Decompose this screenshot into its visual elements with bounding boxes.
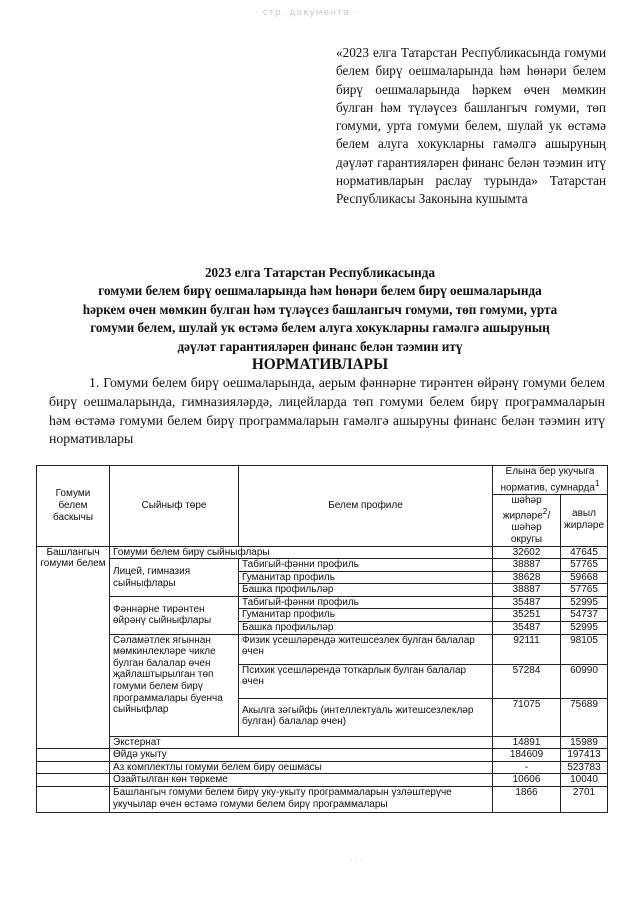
level-cell-empty bbox=[37, 761, 110, 774]
table-row bbox=[37, 634, 608, 664]
title-line: 2023 елга Татарстан Республикасында bbox=[204, 265, 436, 280]
level-cell-empty bbox=[37, 749, 110, 762]
row-label: Акылга зәгыйфь (интеллектуаль житешсезлекләр булган) балалар өчен) bbox=[239, 698, 493, 736]
value-rural: 52995 bbox=[561, 596, 608, 609]
value-city: 14891 bbox=[493, 736, 561, 749]
class-cell: Сәламәтлек ягыннан мөмкинлекләре чикле булган балалар өчен җайлаштырылган төп гомуми белем бирү программалары буенча сыйныфлар bbox=[110, 634, 239, 736]
value-rural: 523783 bbox=[561, 761, 608, 774]
title-line: гомуми белем бирү оешмаларында һәм һөнәри белем бирү оешмаларында bbox=[98, 283, 542, 299]
row-label: Гуманитар профиль bbox=[239, 571, 493, 584]
appendix-note: «2023 елга Татарстан Республикасында гомуми белем бирү оешмаларында һәм һөнәри белем бирү оешмаларында һәркем өчен мөмкин булган һәм түләүсез башлангыч гомуми, төп гомуми, урта гомуми белем, шулай ук өстәмә белем алуга хокукларны гамәлгә ашыруның дәүләт гарантияләрен финанс белән тәэмин итү нормативларын раслау турында» Татарстан Республикасы Законына кушымта bbox=[336, 45, 606, 207]
row-label: Табигый-фәнни профиль bbox=[239, 596, 493, 609]
level-cell: Башлангыч гомуми белем bbox=[37, 546, 110, 749]
table-row bbox=[37, 596, 608, 609]
value-city: 32602 bbox=[493, 546, 561, 559]
table-row bbox=[37, 787, 608, 813]
row-label: Табигый-фәнни профиль bbox=[239, 559, 493, 572]
value-rural: 75689 bbox=[561, 698, 608, 736]
value-city: 35487 bbox=[493, 622, 561, 635]
document-title bbox=[30, 264, 610, 374]
value-rural: 10040 bbox=[561, 774, 608, 787]
table-row bbox=[37, 559, 608, 572]
page-mark: · · · bbox=[350, 855, 364, 865]
value-city: 184609 bbox=[493, 749, 561, 762]
row-label: Гуманитар профиль bbox=[239, 609, 493, 622]
table-row bbox=[37, 774, 608, 787]
header-rural: авыл жирләре bbox=[561, 494, 608, 546]
value-city: 38628 bbox=[493, 571, 561, 584]
row-label: Башлангыч гомуми белем бирү уку-укыту программаларын үзләштерүче укучылар өчен өстәмә гомуми белем бирү программалары bbox=[110, 787, 493, 813]
value-city: 35251 bbox=[493, 609, 561, 622]
value-city: 57284 bbox=[493, 664, 561, 698]
class-cell: Фәннәрне тирәнтен өйрәнү сыйныфлары bbox=[110, 596, 239, 634]
value-rural: 57765 bbox=[561, 584, 608, 597]
value-city: 38887 bbox=[493, 584, 561, 597]
value-city: 71075 bbox=[493, 698, 561, 736]
value-rural: 98105 bbox=[561, 634, 608, 664]
table-row bbox=[37, 761, 608, 774]
header-stamp: · стр. документа · bbox=[255, 8, 358, 18]
table-row bbox=[37, 546, 608, 559]
value-rural: 197413 bbox=[561, 749, 608, 762]
title-line: һәркем өчен мөмкин булган һәм түләүсез башлангыч гомуми, төп гомуми, урта bbox=[82, 301, 558, 317]
level-cell-empty bbox=[37, 774, 110, 787]
value-rural: 60990 bbox=[561, 664, 608, 698]
norms-table bbox=[36, 465, 608, 813]
value-rural: 59668 bbox=[561, 571, 608, 584]
table-row bbox=[37, 749, 608, 762]
value-city: - bbox=[493, 761, 561, 774]
header-profile: Белем профиле bbox=[239, 466, 493, 547]
header-city: шәһәр жирләре$^2$/ шәһәр округы bbox=[493, 494, 561, 546]
row-label: Физик үсешләрендә житешсезлек булган балалар өчен bbox=[239, 634, 493, 664]
header-norm: Елына бер укучыга норматив, сумнарда$^1$ bbox=[493, 466, 608, 495]
row-label: Экстернат bbox=[110, 736, 493, 749]
value-rural: 52995 bbox=[561, 622, 608, 635]
row-label: Башка профильләр bbox=[239, 622, 493, 635]
value-rural: 47645 bbox=[561, 546, 608, 559]
row-label: Аз комплектлы гомуми белем бирү оешмасы bbox=[110, 761, 493, 774]
value-city: 35487 bbox=[493, 596, 561, 609]
value-rural: 57765 bbox=[561, 559, 608, 572]
header-level: Гомуми белем баскычы bbox=[37, 466, 110, 547]
value-city: 38887 bbox=[493, 559, 561, 572]
row-label: Психик үсешләрендә тоткарлык булган балалар өчен bbox=[239, 664, 493, 698]
class-cell: Лицей, гимназия сыйныфлары bbox=[110, 559, 239, 597]
table-row bbox=[37, 736, 608, 749]
row-label: Озайтылган көн төркеме bbox=[110, 774, 493, 787]
title-heading: НОРМАТИВЛАРЫ bbox=[251, 356, 389, 374]
value-city: 1866 bbox=[493, 787, 561, 813]
row-label: Өйдә укыту bbox=[110, 749, 493, 762]
row-label: Гомуми белем бирү сыйныфлары bbox=[110, 546, 493, 559]
value-city: 10606 bbox=[493, 774, 561, 787]
level-cell-empty bbox=[37, 787, 110, 813]
header-class: Сыйныф төре bbox=[110, 466, 239, 547]
row-label: Башка профильләр bbox=[239, 584, 493, 597]
title-line: дәүләт гарантияләрен финанс белән тәэмин итү bbox=[177, 338, 463, 354]
title-line: гомуми белем, шулай ук өстәмә белем алуга хокукларны гамәлгә ашыруның bbox=[90, 320, 550, 336]
value-rural: 15989 bbox=[561, 736, 608, 749]
value-rural: 2701 bbox=[561, 787, 608, 813]
value-rural: 54737 bbox=[561, 609, 608, 622]
section-paragraph: 1. Гомуми белем бирү оешмаларында, аерым фәннәрне тирәнтен өйрәнү гомуми белем бирү оешмаларында, гимназияләрдә, лицейларда төп гомуми белем бирү программаларын һәм өстәмә гомуми белем бирү программаларын гамәлгә ашыруны финанс белән тәэмин итү нормативлары bbox=[49, 375, 605, 447]
value-city: 92111 bbox=[493, 634, 561, 664]
